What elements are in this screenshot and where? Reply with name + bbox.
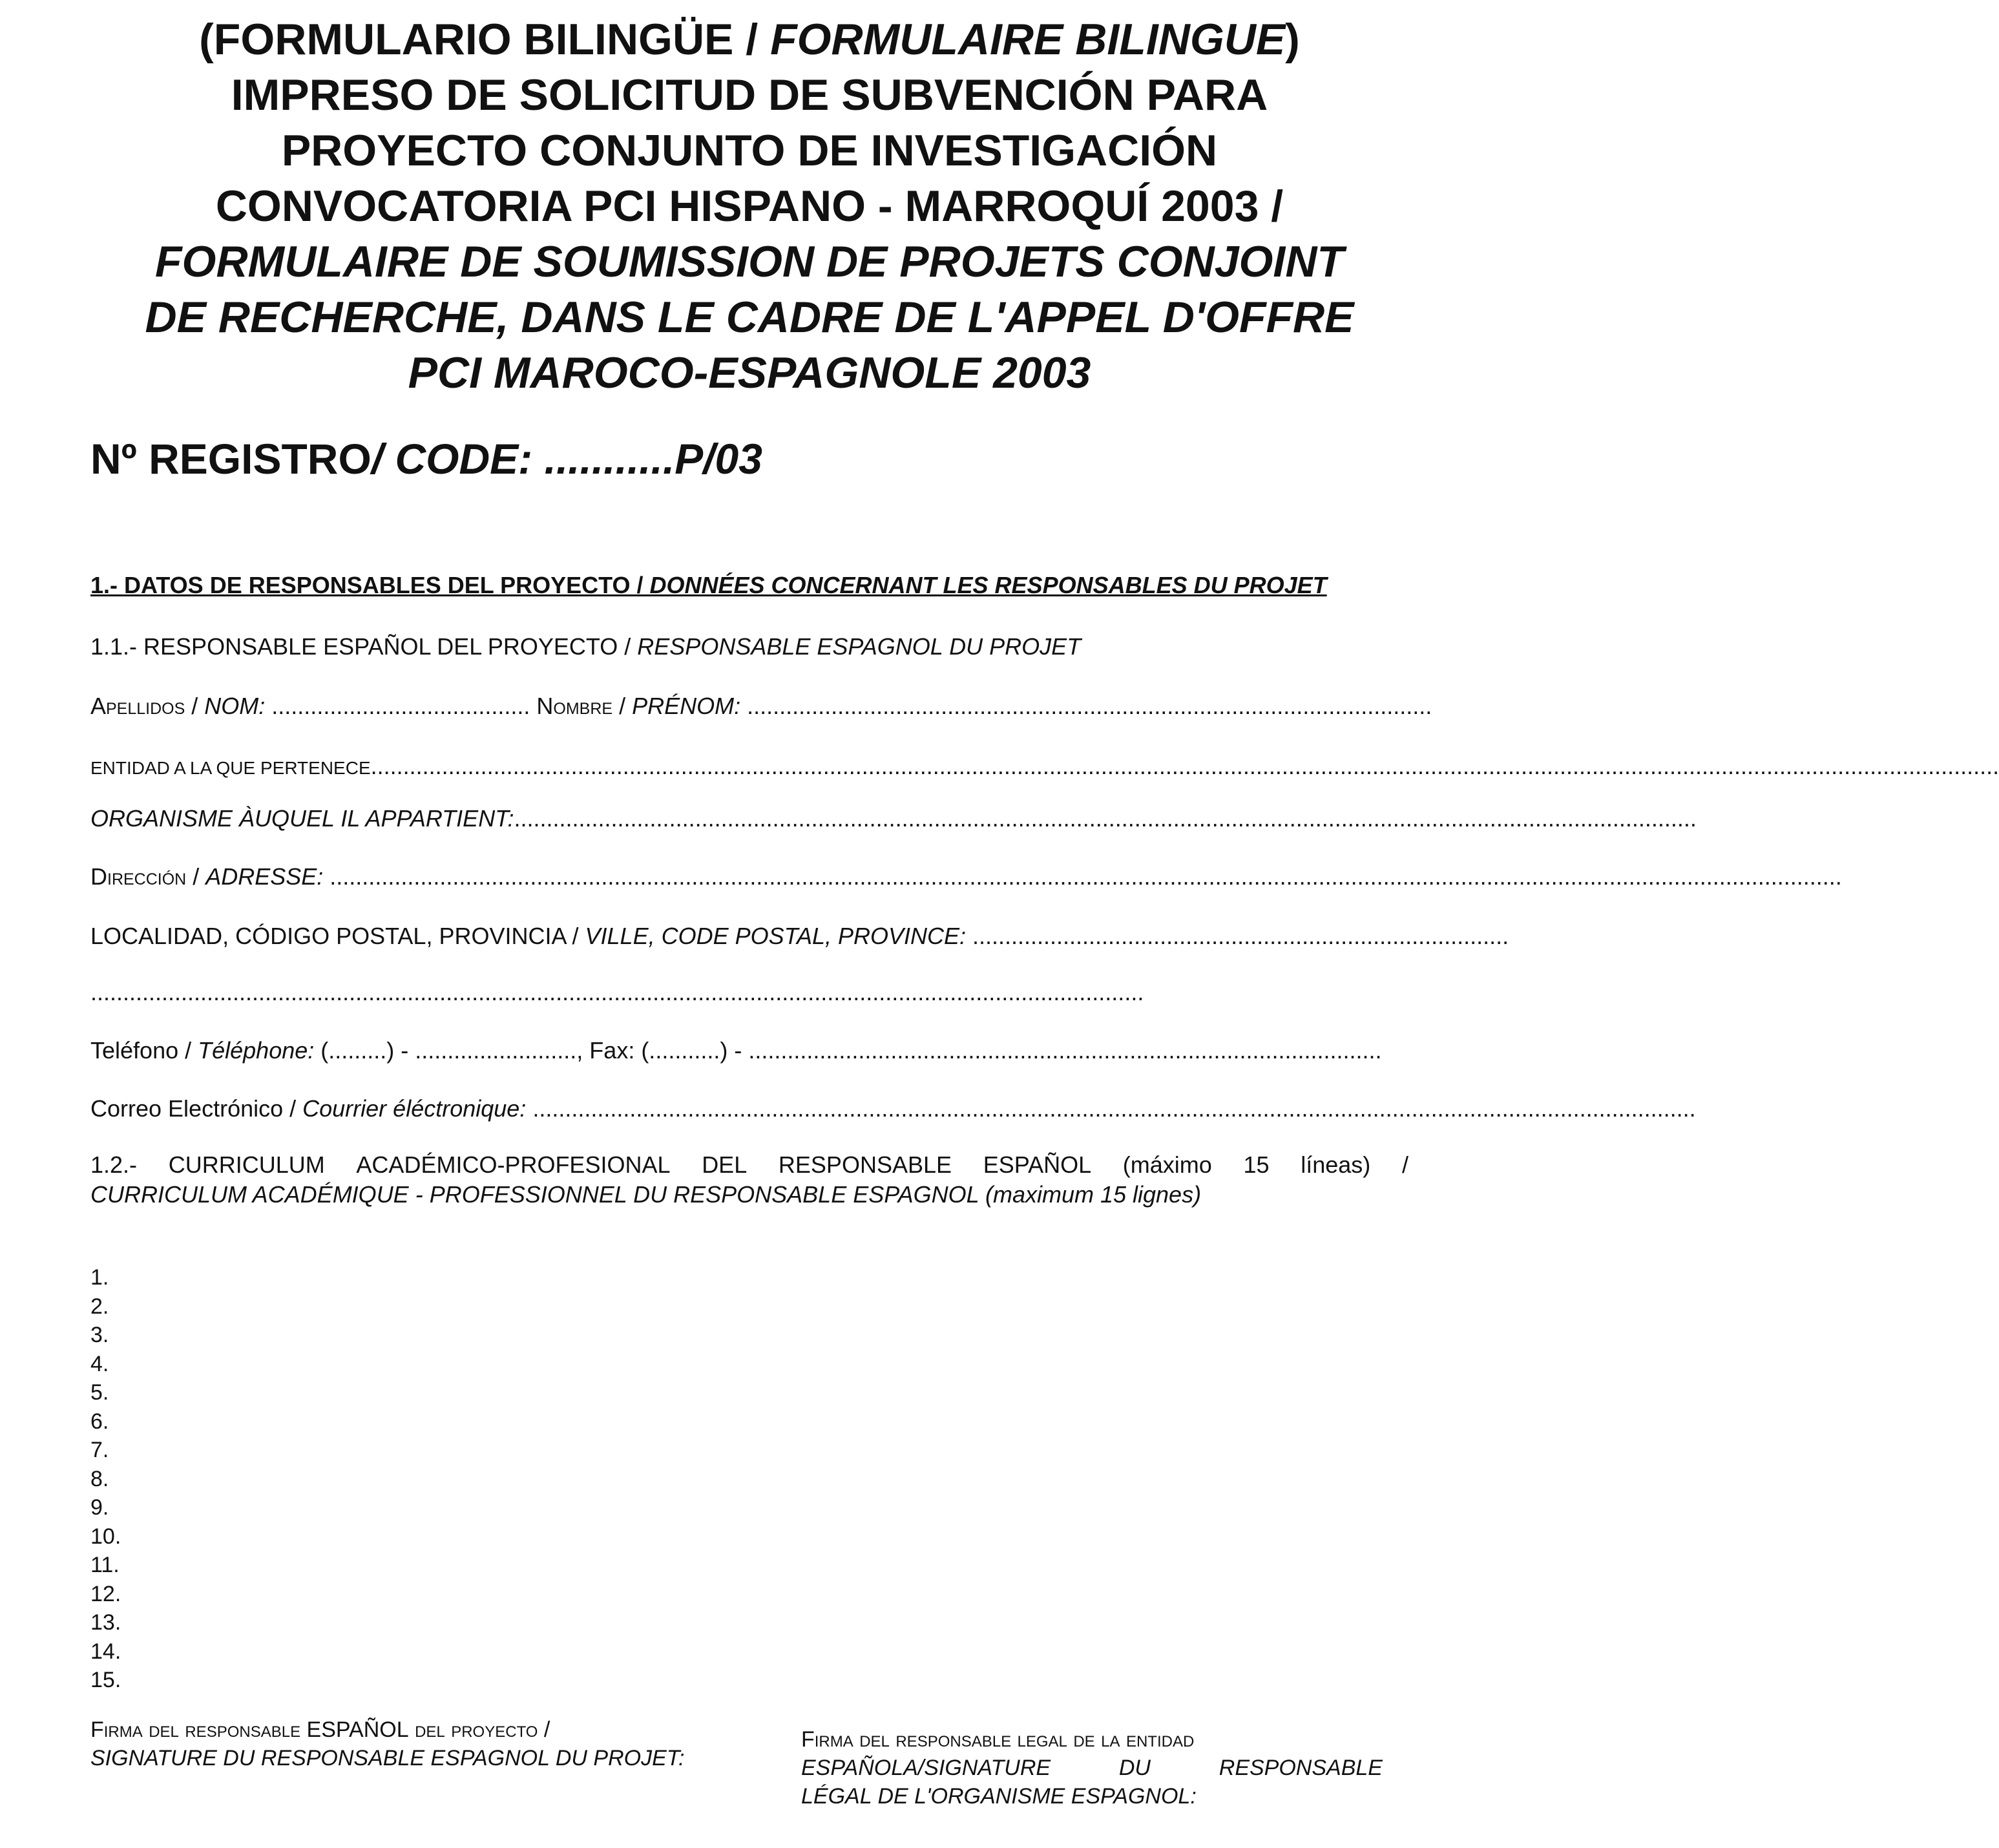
locality-field-row[interactable]: LOCALIDAD, CÓDIGO POSTAL, PROVINCIA / VILLE, CODE POSTAL, PROVINCE: ................................................................................... <box>90 923 1509 949</box>
cv-line-number: 15. <box>90 1668 121 1692</box>
cv-line-number: 9. <box>90 1495 109 1520</box>
cv-line-number: 3. <box>90 1323 109 1347</box>
name-field-row[interactable]: Apellidos / NOM: ........................................ Nombre / PRÉNOM: .......................................................................................................... <box>90 693 1432 719</box>
phone-fax-field-row[interactable]: Teléfono / Téléphone: (.........) - ........................., Fax: (...........) - .................................................................................................. <box>90 1037 1382 1064</box>
cv-line-number: 11. <box>90 1553 120 1577</box>
organisme-field-row[interactable]: ORGANISME ÀUQUEL IL APPARTIENT:....................................................................................................................................................................................... <box>90 805 1697 832</box>
title-line-2: IMPRESO DE SOLICITUD DE SUBVENCIÓN PARA <box>231 70 1268 120</box>
title-line-5: FORMULAIRE DE SOUMISSION DE PROJETS CONJOINT <box>155 237 1344 286</box>
title-line-6: DE RECHERCHE, DANS LE CADRE DE L'APPEL D'OFFRE <box>145 293 1354 342</box>
cv-line-number: 1. <box>90 1265 109 1290</box>
title-line-1: (FORMULARIO BILINGÜE / FORMULAIRE BILINGUE) <box>199 15 1300 64</box>
locality-continuation-row[interactable]: ................................................................................................................................................................... <box>90 979 1144 1005</box>
cv-line-number: 12. <box>90 1581 121 1606</box>
title-line-4: CONVOCATORIA PCI HISPANO - MARROQUÍ 2003 / <box>215 182 1284 231</box>
signature-legal-representative[interactable]: Firma del responsable legal de la entidad ESPAÑOLA/SIGNATURE DU RESPONSABLE LÉGAL DE L'ORGANISME ESPAGNOL: <box>801 1727 1383 1809</box>
section-1-heading: 1.- DATOS DE RESPONSABLES DEL PROYECTO / DONNÉES CONCERNANT LES RESPONSABLES DU PROJET <box>90 572 1327 598</box>
registration-code: Nº REGISTRO/ CODE: ...........P/03 <box>90 435 762 483</box>
cv-heading <box>90 1150 1408 1210</box>
form-title <box>90 12 1408 401</box>
email-field-row[interactable]: Correo Electrónico / Courrier éléctronique: .................................................................................................................................................................................... <box>90 1095 1696 1122</box>
cv-line-number: 6. <box>90 1409 109 1434</box>
cv-line-number: 10. <box>90 1524 121 1549</box>
title-line-7: PCI MAROCO-ESPAGNOLE 2003 <box>408 348 1091 397</box>
cv-line-number: 7. <box>90 1438 109 1462</box>
subsection-1-1-heading: 1.1.- RESPONSABLE ESPAÑOL DEL PROYECTO / RESPONSABLE ESPAGNOL DU PROJET <box>90 633 1082 660</box>
address-field-row[interactable]: Dirección / ADRESSE: .......................................................................................................................................................................................................................................... <box>90 863 1842 890</box>
cv-heading-line-1: 1.2.- CURRICULUM ACADÉMICO-PROFESIONAL DEL RESPONSABLE ESPAÑOL (máximo 15 líneas) / <box>90 1151 1408 1178</box>
entity-field-row[interactable]: ENTIDAD A LA QUE PERTENECE............................................................................................................................................................................................................................................................ <box>90 753 1999 779</box>
cv-heading-line-2: CURRICULUM ACADÉMIQUE - PROFESSIONNEL DU RESPONSABLE ESPAGNOL (maximum 15 lignes) <box>90 1181 1202 1208</box>
title-line-3: PROYECTO CONJUNTO DE INVESTIGACIÓN <box>281 126 1218 175</box>
cv-line-number: 2. <box>90 1294 109 1319</box>
cv-line-number: 8. <box>90 1466 109 1491</box>
cv-line-number: 4. <box>90 1351 109 1376</box>
cv-line-number: 13. <box>90 1610 121 1635</box>
signature-spanish-responsible[interactable]: Firma del responsable ESPAÑOL del proyecto / SIGNATURE DU RESPONSABLE ESPAGNOL DU PROJET: <box>90 1717 685 1770</box>
cv-line-number: 5. <box>90 1380 109 1405</box>
cv-line-number: 14. <box>90 1639 121 1664</box>
cv-numbered-lines[interactable] <box>90 1263 121 1695</box>
